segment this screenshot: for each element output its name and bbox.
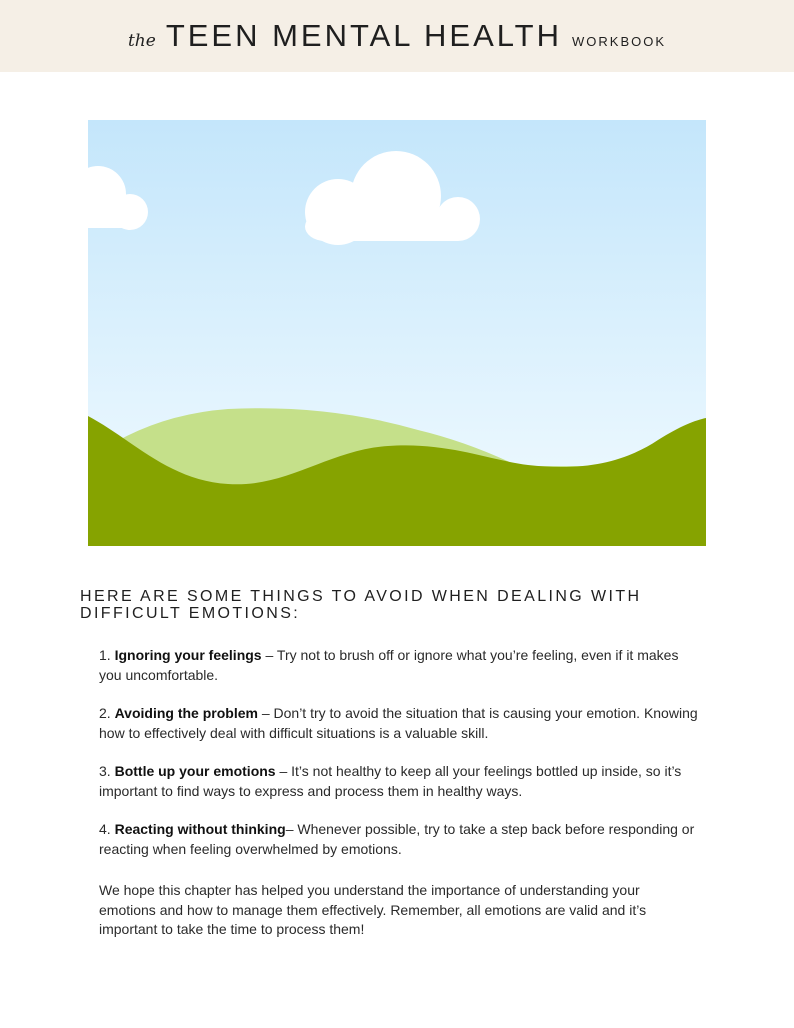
list-item xyxy=(99,704,699,743)
list-item xyxy=(99,646,699,685)
section-heading: HERE ARE SOME THINGS TO AVOID WHEN DEALING WITH DIFFICULT EMOTIONS: xyxy=(80,588,642,622)
item-number: 4. xyxy=(99,821,111,837)
item-text: – It’s not healthy to keep all your feelings bottled up inside, so it’s important to find ways to express and process them in healthy ways. xyxy=(99,763,682,799)
title-suffix: WORKBOOK xyxy=(572,34,667,49)
item-text: – Try not to brush off or ignore what you’re feeling, even if it makes you uncomfortable. xyxy=(99,647,679,683)
title-prefix: the xyxy=(127,31,156,51)
landscape-illustration xyxy=(88,120,706,546)
item-title: Bottle up your emotions xyxy=(114,763,276,779)
item-text: – Don’t try to avoid the situation that is causing your emotion. Knowing how to effectively deal with difficult situations is a valuable skill. xyxy=(99,705,698,741)
workbook-title xyxy=(128,18,666,54)
title-main: TEEN MENTAL HEALTH xyxy=(165,18,563,53)
item-number: 1. xyxy=(99,647,111,663)
item-title: Ignoring your feelings xyxy=(114,647,262,663)
page-header xyxy=(0,0,794,72)
item-number: 3. xyxy=(99,763,111,779)
closing-paragraph: We hope this chapter has helped you understand the importance of understanding your emotions and how to manage them effectively. Remember, all emotions are valid and it’s important to take the time to process them! xyxy=(99,882,647,937)
landscape-svg xyxy=(88,120,706,546)
avoid-list xyxy=(99,646,699,878)
item-number: 2. xyxy=(99,705,111,721)
item-title: Reacting without thinking xyxy=(114,821,286,837)
item-text: – Whenever possible, try to take a step back before responding or reacting when feeling overwhelmed by emotions. xyxy=(99,821,695,857)
item-title: Avoiding the problem xyxy=(114,705,258,721)
list-item xyxy=(99,820,699,859)
list-item xyxy=(99,762,699,801)
